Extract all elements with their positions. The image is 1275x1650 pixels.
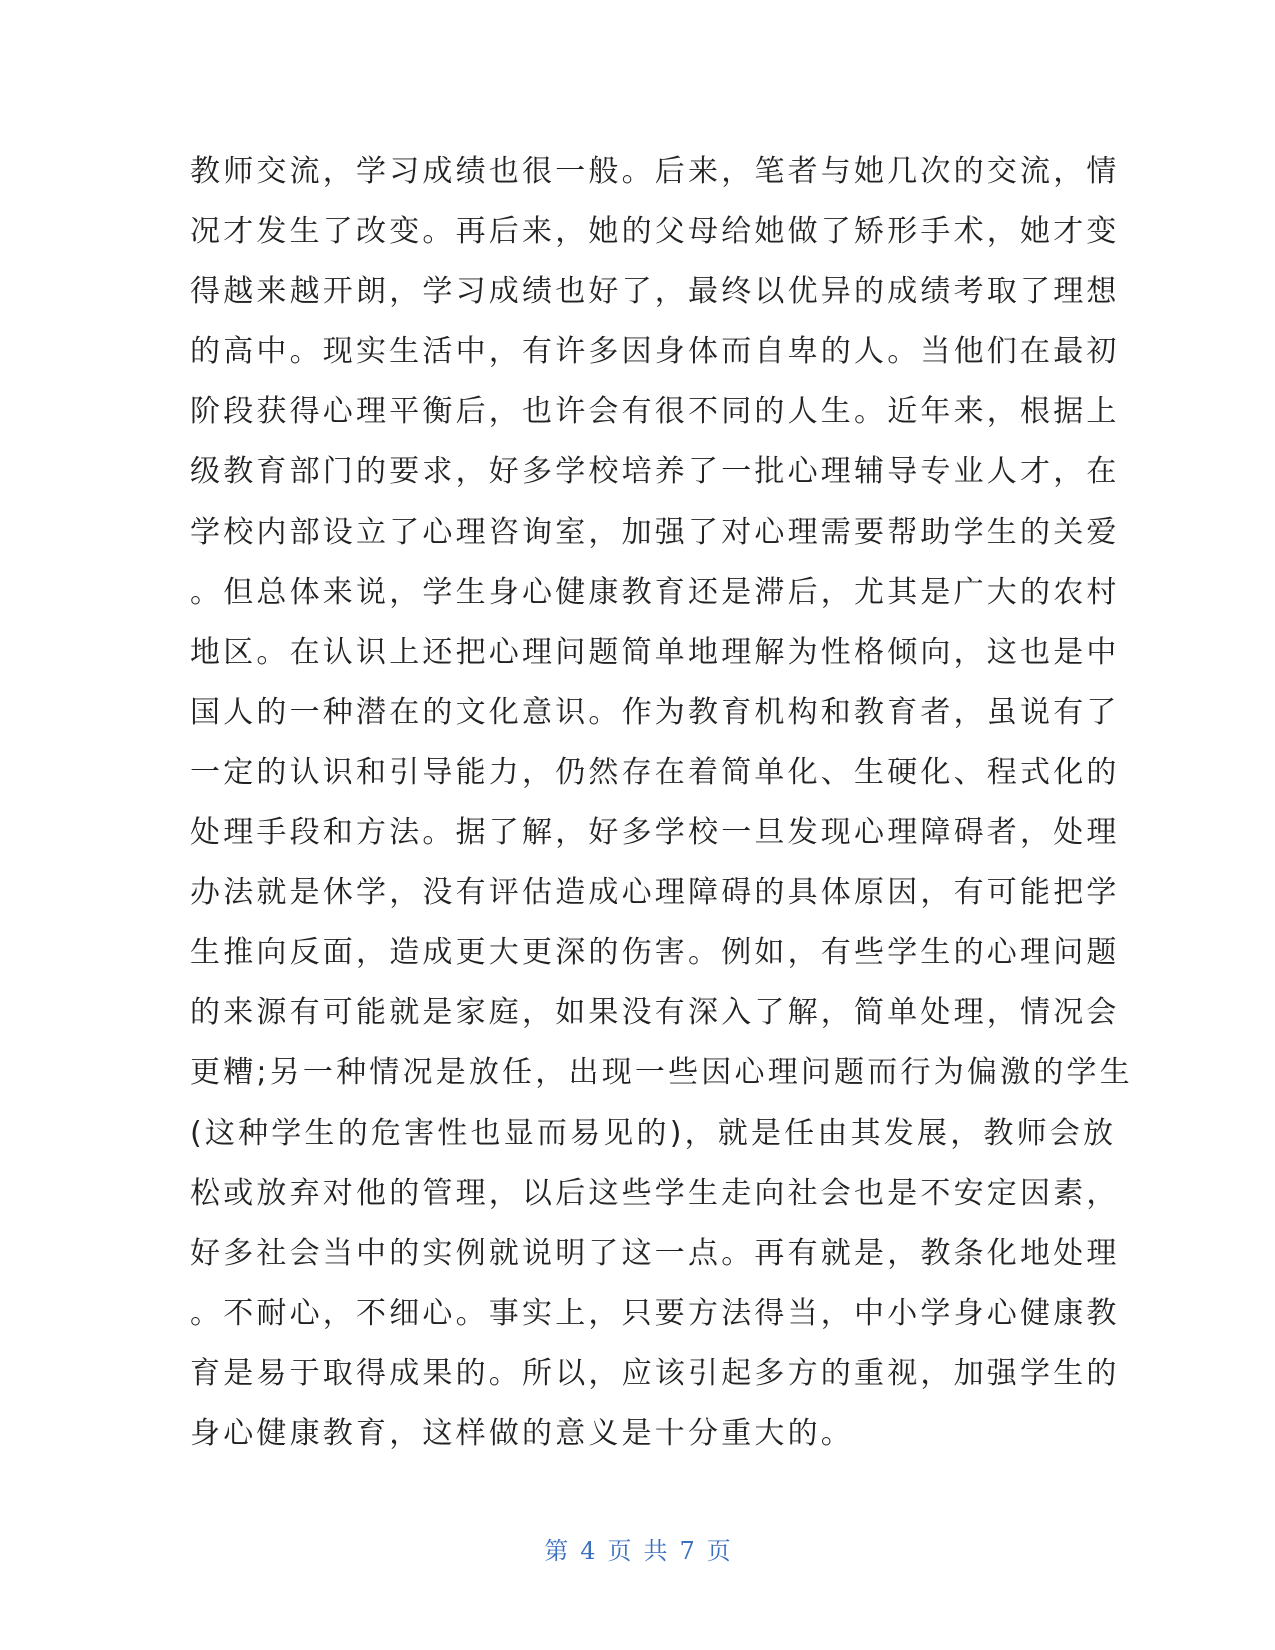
body-text: [190, 151, 1133, 1473]
text-line-10: 国人的一种潜在的文化意识。作为教育机构和教育者，虽说有了: [190, 694, 1120, 730]
text-line-14: 生推向反面，造成更大更深的伤害。例如，有些学生的心理问题: [190, 935, 1120, 971]
page-prefix: 第: [544, 1537, 569, 1565]
text-line-11: 一定的认识和引导能力，仍然存在着简单化、生硬化、程式化的: [190, 754, 1120, 790]
text-line-6: 级教育部门的要求，好多学校培养了一批心理辅导专业人才，在: [190, 454, 1120, 490]
text-line-20: 。不耐心，不细心。事实上，只要方法得当，中小学身心健康教: [190, 1295, 1120, 1331]
text-line-13: 办法就是休学，没有评估造成心理障碍的具体原因，有可能把学: [190, 875, 1120, 911]
text-line-2: 况才发生了改变。再后来，她的父母给她做了矫形手术，她才变: [190, 214, 1120, 250]
page-footer: [0, 1536, 1275, 1566]
text-line-9: 地区。在认识上还把心理问题简单地理解为性格倾向，这也是中: [190, 634, 1120, 670]
text-line-1: 教师交流，学习成绩也很一般。后来，笔者与她几次的交流，情: [190, 154, 1120, 189]
text-line-4: 的高中。现实生活中，有许多因身体而自卑的人。当他们在最初: [190, 334, 1120, 370]
total-page-count: 7: [679, 1537, 695, 1565]
text-line-7: 学校内部设立了心理咨询室，加强了对心理需要帮助学生的关爱: [190, 514, 1120, 550]
text-line-8: 。但总体来说，学生身心健康教育还是滞后，尤其是广大的农村: [190, 574, 1120, 610]
current-page-number: 4: [580, 1537, 596, 1565]
text-line-12: 处理手段和方法。据了解，好多学校一旦发现心理障碍者，处理: [190, 815, 1120, 851]
text-line-21: 育是易于取得成果的。所以，应该引起多方的重视，加强学生的: [190, 1355, 1120, 1391]
text-line-15: 的来源有可能就是家庭，如果没有深入了解，简单处理，情况会: [190, 995, 1120, 1031]
total-unit: 页: [706, 1537, 731, 1565]
text-line-3: 得越来越开朗，学习成绩也好了，最终以优异的成绩考取了理想: [190, 274, 1120, 310]
text-line-5: 阶段获得心理平衡后，也许会有很不同的人生。近年来，根据上: [190, 394, 1120, 430]
text-line-17: (这种学生的危害性也显而易见的)，就是任由其发展，教师会放: [190, 1115, 1117, 1151]
text-line-16: 更糟;另一种情况是放任，出现一些因心理问题而行为偏激的学生: [190, 1055, 1133, 1091]
total-prefix: 共: [643, 1537, 668, 1565]
page-unit: 页: [607, 1537, 632, 1565]
text-line-18: 松或放弃对他的管理，以后这些学生走向社会也是不安定因素，: [190, 1175, 1120, 1211]
text-line-19: 好多社会当中的实例就说明了这一点。再有就是，教条化地处理: [190, 1235, 1120, 1271]
text-line-22: 身心健康教育，这样做的意义是十分重大的。: [190, 1415, 854, 1451]
